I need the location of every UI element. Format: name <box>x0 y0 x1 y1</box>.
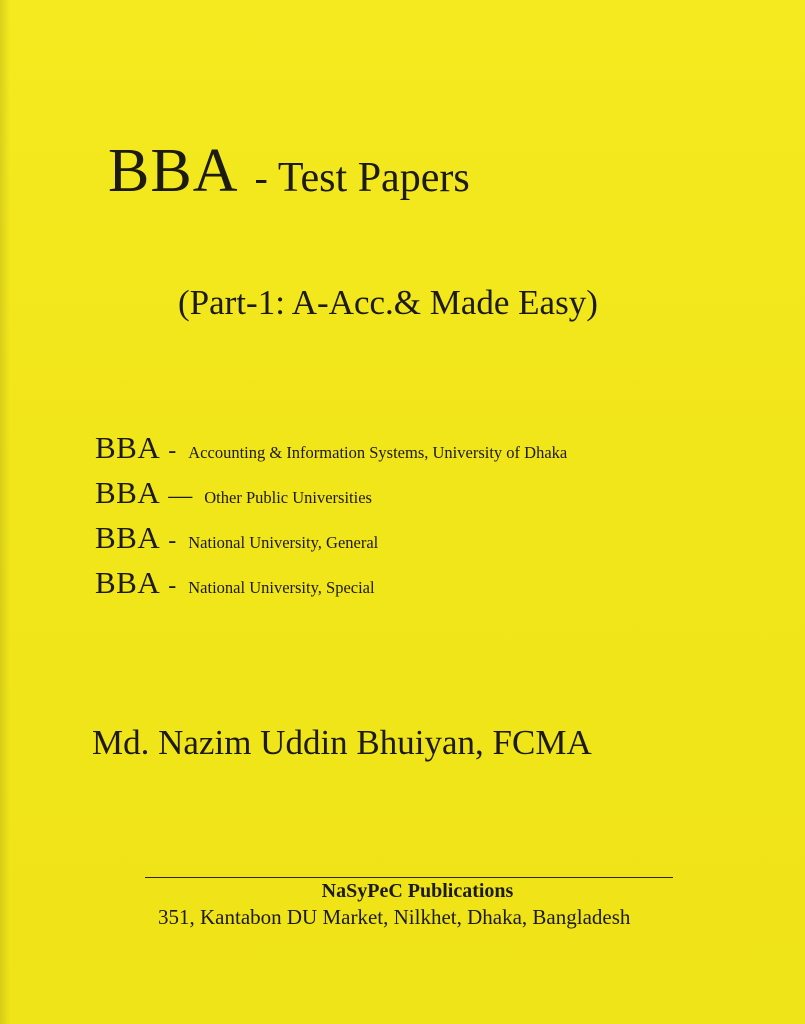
program-item <box>95 520 567 565</box>
program-dash: - <box>168 438 177 464</box>
program-code: BBA <box>95 520 161 555</box>
program-dash: - <box>168 573 177 599</box>
program-code: BBA <box>95 475 161 510</box>
program-code: BBA <box>95 565 161 600</box>
cover-subtitle: (Part-1: A-Acc.& Made Easy) <box>178 283 598 322</box>
program-description: National University, General <box>188 533 379 552</box>
title-rest: Test Papers <box>277 155 470 201</box>
program-dash: — <box>168 483 193 509</box>
program-description: Accounting & Information Systems, University of Dhaka <box>188 443 568 462</box>
program-item <box>95 475 567 520</box>
publisher-address: 351, Kantabon DU Market, Nilkhet, Dhaka, Bangladesh <box>158 905 631 929</box>
title-separator: - <box>254 155 268 200</box>
program-item <box>95 430 567 475</box>
cover-title <box>108 137 470 205</box>
program-code: BBA <box>95 430 161 465</box>
author-name: Md. Nazim Uddin Bhuiyan, FCMA <box>92 723 592 762</box>
program-item <box>95 565 567 610</box>
publisher-name: NaSyPeC Publications <box>321 880 514 902</box>
program-list <box>95 430 567 610</box>
title-main: BBA <box>108 137 239 205</box>
program-description: Other Public Universities <box>204 488 372 507</box>
program-description: National University, Special <box>188 578 375 597</box>
publisher-divider <box>145 877 673 878</box>
program-dash: - <box>168 528 177 554</box>
